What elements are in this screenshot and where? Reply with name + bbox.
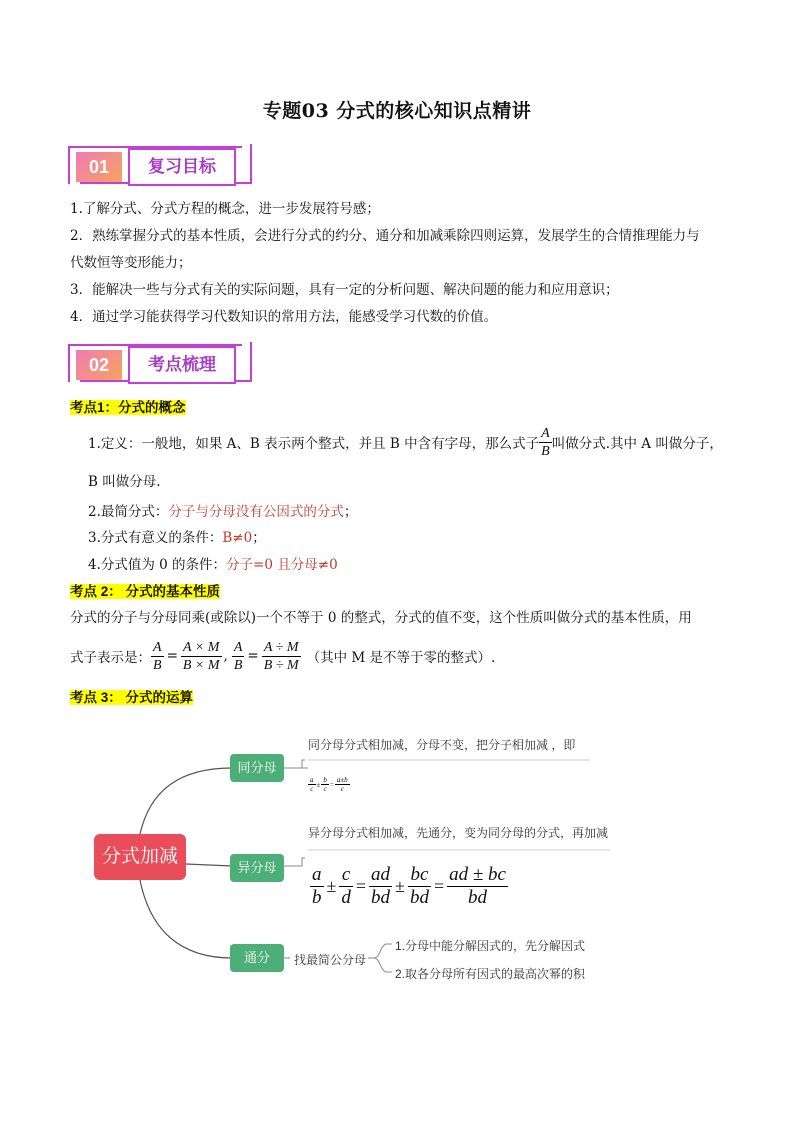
frac-numerator: A: [541, 425, 550, 441]
mindmap-root: 分式加减: [94, 834, 186, 880]
same-denominator-desc: 同分母分式相加减，分母不变，把分子相加减 ，即: [308, 738, 576, 752]
kd2-text1: 分式的分子与分母同乘(或除以)一个不等于 0 的整式，分式的值不变，这个性质叫做分式的基本性质，用: [70, 610, 692, 626]
objective-item: 1.了解分式、分式方程的概念，进一步发展符号感；: [70, 201, 380, 217]
frac-numerator: A: [153, 639, 162, 655]
comma: ,: [223, 648, 228, 664]
lcd-rule-item: 2.取各分母所有因式的最高次幂的积: [395, 967, 586, 981]
kd1-meaning-end: ；: [252, 530, 266, 546]
kd1-def-b: 叫做分式.其中 A 叫做分子，: [551, 436, 723, 452]
kd2-text2a: 式子表示是：: [70, 650, 151, 666]
kd1-simplest-text: 分子与分母没有公因式的分式: [168, 504, 344, 520]
different-denominator-desc: 异分母分式相加减，先通分，变为同分母的分式，再加减: [308, 826, 609, 840]
mindmap-node-different-denominator: 异分母: [230, 854, 284, 882]
same-denominator-formula: $\frac{a}{c}$ ± $\frac{b}{c}$ = $\frac{a\pm b}{c}$: [310, 776, 348, 793]
page-title: 专题03 分式的核心知识点精讲: [262, 100, 532, 122]
objective-item: 代数恒等变形能力；: [70, 255, 192, 271]
frac-numerator: A × M: [181, 639, 222, 657]
objective-item: 3．能解决一些与分式有关的实际问题，具有一定的分析问题、解决问题的能力和应用意识；: [70, 282, 619, 298]
objective-item: 2．熟练掌握分式的基本性质，会进行分式的约分、通分和加减乘除四则运算，发展学生的合情推理能力与: [70, 228, 700, 244]
kd1-zero-label: 4.分式值为 0 的条件：: [88, 557, 227, 573]
mindmap-node-common-denominator: 通分: [230, 944, 284, 972]
section-label: 复习目标: [128, 148, 236, 186]
lcd-rule-item: 1.分母中能分解因式的，先分解因式: [395, 939, 586, 953]
kd2-heading: 考点 2： 分式的基本性质: [70, 584, 221, 599]
kd1-heading: 考点1：分式的概念: [70, 400, 186, 415]
kd1-zero-text: 分子=0 且分母≠0: [226, 557, 338, 573]
section-number: 01: [76, 152, 122, 182]
frac-denominator: B × M: [182, 657, 220, 673]
kd2-text2b: （其中 M 是不等于零的整式）.: [306, 650, 496, 666]
kd1-def-a: 1.定义：一般地，如果 A、B 表示两个整式，并且 B 中含有字母，那么式子: [88, 436, 540, 452]
frac-numerator: A: [233, 639, 243, 655]
kd3-heading: 考点 3： 分式的运算: [70, 690, 194, 705]
objective-item: 4．通过学习能获得学习代数知识的常用方法，能感受学习代数的价值。: [70, 309, 498, 325]
equals-sign: =: [166, 648, 178, 664]
kd1-simplest-label: 2.最简分式：: [88, 504, 169, 520]
section-label: 考点梳理: [128, 346, 236, 384]
kd1-meaning-label: 3.分式有意义的条件：: [88, 530, 223, 546]
equals-sign: =: [247, 648, 259, 664]
frac-denominator: B: [541, 443, 550, 459]
frac-denominator: B ÷ M: [263, 657, 299, 673]
kd1-meaning-text: B≠0: [222, 530, 253, 546]
mindmap-node-same-denominator: 同分母: [230, 754, 284, 782]
kd1-def-c: B 叫做分母.: [88, 474, 161, 490]
frac-numerator: A ÷ M: [262, 639, 301, 657]
kd1-simplest-end: ；: [343, 504, 358, 520]
section-number: 02: [76, 350, 122, 380]
frac-denominator: B: [153, 657, 162, 673]
find-lcd-label: 找最简公分母: [294, 953, 367, 967]
different-denominator-formula: a b ± $\frac{c}{d}$ = $\frac{ad}{bd}$ ± $\frac{bc}{bd}$ = $\frac{ad \pm bc}{bd}$: [312, 864, 506, 908]
frac-denominator: B: [233, 657, 243, 673]
